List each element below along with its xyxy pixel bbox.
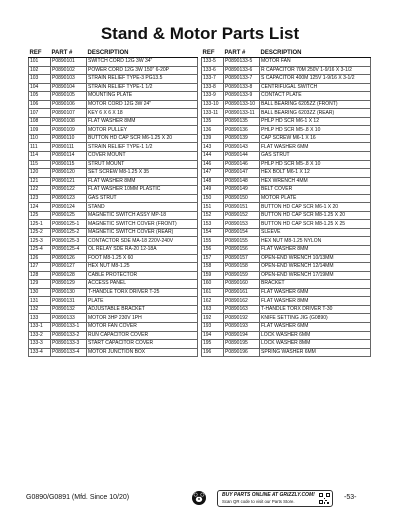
description-cell: STRUT MOUNT (87, 160, 198, 169)
description-cell: START CAPACITOR COVER (87, 340, 198, 349)
ref-cell: 133-9 (202, 92, 224, 101)
ref-cell: 120 (29, 169, 51, 178)
ref-cell: 115 (29, 160, 51, 169)
ref-cell: 108 (29, 117, 51, 126)
table-row (29, 100, 198, 109)
description-cell: STRAIN RELIEF TYPE-1 1/2 (87, 143, 198, 152)
ref-cell: 122 (29, 186, 51, 195)
page-footer (14, 489, 386, 509)
page-title: Stand & Motor Parts List (100, 24, 300, 43)
table-row (29, 169, 198, 178)
part-number-cell: P0890120 (51, 169, 87, 178)
ref-cell: 136 (202, 126, 224, 135)
part-number-cell: P0890131 (51, 297, 87, 306)
ref-cell: 111 (29, 143, 51, 152)
table-row (202, 254, 371, 263)
part-number-cell: P0890133-9 (224, 92, 260, 101)
description-cell: PHLP HD SCR M6-1 X 12 (260, 117, 371, 126)
description-cell: FLAT WASHER 8MM (260, 297, 371, 306)
part-number-cell: P0890123 (51, 194, 87, 203)
description-cell: CONTACTOR SDE MA-18 220V-240V (87, 237, 198, 246)
table-row (29, 66, 198, 75)
ref-cell: 107 (29, 109, 51, 118)
ref-cell: 155 (202, 237, 224, 246)
ref-header: REF (29, 48, 51, 58)
table-row (202, 271, 371, 280)
part-number-cell: P0890196 (224, 348, 260, 357)
ref-cell: 125 (29, 211, 51, 220)
description-cell: MOTOR PULLEY (87, 126, 198, 135)
description-cell: KNIFE SETTING JIG (G0890) (260, 314, 371, 323)
description-cell: FLAT WASHER 6MM (260, 322, 371, 331)
ref-cell: 157 (202, 254, 224, 263)
description-header: DESCRIPTION (260, 48, 371, 58)
table-row (29, 271, 198, 280)
description-cell: PHLP HD SCR M5-.8 X 10 (260, 160, 371, 169)
table-header-row (29, 48, 198, 58)
ref-cell: 195 (202, 340, 224, 349)
table-row (29, 152, 198, 161)
part-number-cell: P0890103 (51, 75, 87, 84)
description-cell: STRAIN RELIEF TYPE-1 1/2 (87, 83, 198, 92)
table-row (202, 152, 371, 161)
part-header: PART # (51, 48, 87, 58)
ref-cell: 133-1 (29, 322, 51, 331)
description-cell: HEX WRENCH 4MM (260, 177, 371, 186)
grizzly-bear-icon (192, 491, 206, 505)
ref-cell: 192 (202, 314, 224, 323)
part-number-cell: P0890135 (224, 117, 260, 126)
ref-cell: 152 (202, 211, 224, 220)
table-header-row (202, 48, 371, 58)
part-number-cell: P0890108 (51, 117, 87, 126)
part-number-cell: P0890133-7 (224, 75, 260, 84)
table-row (202, 237, 371, 246)
table-row (202, 126, 371, 135)
table-row (202, 66, 371, 75)
page-number: -53- (344, 494, 357, 501)
part-number-cell: P0890125-3 (51, 237, 87, 246)
part-number-cell: P0890121 (51, 177, 87, 186)
part-number-cell: P0890122 (51, 186, 87, 195)
part-number-cell: P0890133-2 (51, 331, 87, 340)
part-number-cell: P0890133-11 (224, 109, 260, 118)
ref-cell: 151 (202, 203, 224, 212)
description-cell: STAND (87, 203, 198, 212)
description-cell: MOTOR 3HP 230V 1PH (87, 314, 198, 323)
parts-table-left (28, 48, 198, 357)
description-cell: FLAT WASHER 8MM (87, 177, 198, 186)
description-cell: PHLP HD SCR M5-.8 X 10 (260, 126, 371, 135)
description-cell: BALL BEARING 6205ZZ (FRONT) (260, 100, 371, 109)
ref-cell: 144 (202, 152, 224, 161)
description-cell: BUTTON HD CAP SCR M6-1 X 20 (260, 203, 371, 212)
description-cell: CABLE PROTECTOR (87, 271, 198, 280)
table-row (29, 134, 198, 143)
ref-cell: 196 (202, 348, 224, 357)
ref-cell: 133-5 (202, 58, 224, 67)
part-number-cell: P0890195 (224, 340, 260, 349)
ref-cell: 133-6 (202, 66, 224, 75)
description-cell: OL RELAY SDE RA-20 12-18A (87, 246, 198, 255)
part-number-cell: P0890194 (224, 331, 260, 340)
description-cell: S CAPACITOR 400M 125V 1-9/16 X 3-1/2 (260, 75, 371, 84)
ref-cell: 133 (29, 314, 51, 323)
ref-cell: 130 (29, 288, 51, 297)
description-cell: SET SCREW M8-1.25 X 35 (87, 169, 198, 178)
description-cell: FLAT WASHER 8MM (87, 117, 198, 126)
description-cell: T-HANDLE TORX DRIVER T-25 (87, 288, 198, 297)
description-cell: POWER CORD 12G 3W 150" 6-20P (87, 66, 198, 75)
ref-cell: 133-7 (202, 75, 224, 84)
table-row (202, 58, 371, 67)
table-row (202, 220, 371, 229)
table-row (29, 322, 198, 331)
description-cell: COVER MOUNT (87, 152, 198, 161)
part-number-cell: P0890125 (51, 211, 87, 220)
table-row (29, 331, 198, 340)
ref-cell: 110 (29, 134, 51, 143)
table-row (202, 92, 371, 101)
description-cell: MAGNETIC SWITCH COVER (FRONT) (87, 220, 198, 229)
description-cell: MOTOR FAN (260, 58, 371, 67)
table-row (29, 254, 198, 263)
part-number-cell: P0890115 (51, 160, 87, 169)
table-row (202, 160, 371, 169)
table-row (29, 194, 198, 203)
description-cell: MOTOR CORD 12G 3W 24" (87, 100, 198, 109)
part-number-cell: P0890133-10 (224, 100, 260, 109)
ref-cell: 127 (29, 263, 51, 272)
part-number-cell: P0890154 (224, 228, 260, 237)
description-cell: SWITCH CORD 12G 3W 34" (87, 58, 198, 67)
ref-cell: 121 (29, 177, 51, 186)
description-cell: HEX BOLT M6-1 X 12 (260, 169, 371, 178)
description-cell: MOTOR PLATE (260, 194, 371, 203)
part-number-cell: P0890149 (224, 186, 260, 195)
description-cell: MOUNTING PLATE (87, 92, 198, 101)
part-number-cell: P0890157 (224, 254, 260, 263)
description-cell: FLAT WASHER 10MM PLASTIC (87, 186, 198, 195)
description-cell: ACCESS PANEL (87, 280, 198, 289)
table-row (29, 280, 198, 289)
table-row (29, 92, 198, 101)
description-cell: OPEN-END WRENCH 10/13MM (260, 254, 371, 263)
table-row (202, 340, 371, 349)
description-cell: CONTACT PLATE (260, 92, 371, 101)
description-cell: BRACKET (260, 280, 371, 289)
description-cell: LOCK WASHER 6MM (260, 331, 371, 340)
buy-parts-banner[interactable] (217, 490, 333, 507)
part-number-cell: P0890150 (224, 194, 260, 203)
description-cell: KEY 6 X 6 X 18 (87, 109, 198, 118)
table-row (202, 297, 371, 306)
ref-cell: 149 (202, 186, 224, 195)
table-row (202, 117, 371, 126)
table-row (202, 203, 371, 212)
part-number-cell: P0890133-6 (224, 66, 260, 75)
ref-cell: 133-3 (29, 340, 51, 349)
ref-cell: 159 (202, 271, 224, 280)
ref-header: REF (202, 48, 224, 58)
table-row (29, 305, 198, 314)
ref-cell: 123 (29, 194, 51, 203)
part-number-cell: P0890161 (224, 288, 260, 297)
table-row (202, 186, 371, 195)
ref-cell: 104 (29, 83, 51, 92)
ref-cell: 160 (202, 280, 224, 289)
table-row (29, 211, 198, 220)
part-number-cell: P0890156 (224, 246, 260, 255)
ref-cell: 133-11 (202, 109, 224, 118)
ref-cell: 193 (202, 322, 224, 331)
part-number-cell: P0890125-1 (51, 220, 87, 229)
part-number-cell: P0890146 (224, 160, 260, 169)
description-cell: MAGNETIC SWITCH COVER (REAR) (87, 228, 198, 237)
part-number-cell: P0890125-2 (51, 228, 87, 237)
description-cell: RUN CAPACITOR COVER (87, 331, 198, 340)
ref-cell: 146 (202, 160, 224, 169)
table-row (29, 348, 198, 357)
table-row (202, 263, 371, 272)
table-row (202, 83, 371, 92)
description-cell: ADJUSTABLE BRACKET (87, 305, 198, 314)
ref-cell: 102 (29, 66, 51, 75)
part-number-cell: P0890162 (224, 297, 260, 306)
part-number-cell: P0890105 (51, 92, 87, 101)
ref-cell: 147 (202, 169, 224, 178)
part-number-cell: P0890114 (51, 152, 87, 161)
table-row (29, 263, 198, 272)
part-number-cell: P0890144 (224, 152, 260, 161)
table-row (202, 143, 371, 152)
table-row (29, 83, 198, 92)
model-label: G0890/G0891 (Mfd. Since 10/20) (26, 494, 130, 501)
part-number-cell: P0890130 (51, 288, 87, 297)
ref-cell: 162 (202, 297, 224, 306)
buy-parts-text: BUY PARTS ONLINE AT GRIZZLY.COM! (222, 492, 315, 498)
table-row (202, 322, 371, 331)
description-cell: FLAT WASHER 6MM (260, 288, 371, 297)
table-row (29, 246, 198, 255)
table-row (29, 237, 198, 246)
ref-cell: 129 (29, 280, 51, 289)
description-cell: BALL BEARING 6203ZZ (REAR) (260, 109, 371, 118)
part-number-cell: P0890155 (224, 237, 260, 246)
part-number-cell: P0890159 (224, 271, 260, 280)
description-cell: PLATE (87, 297, 198, 306)
part-number-cell: P0890136 (224, 126, 260, 135)
description-cell: GAS STRUT (87, 194, 198, 203)
part-number-cell: P0890133-8 (224, 83, 260, 92)
ref-cell: 153 (202, 220, 224, 229)
part-number-cell: P0890133-4 (51, 348, 87, 357)
description-cell: STRAIN RELIEF TYPE-3 PG13.5 (87, 75, 198, 84)
description-cell: FOOT M8-1.25 X 60 (87, 254, 198, 263)
part-number-cell: P0890110 (51, 134, 87, 143)
table-row (29, 203, 198, 212)
table-row (202, 211, 371, 220)
table-row (29, 160, 198, 169)
part-number-cell: P0890153 (224, 220, 260, 229)
ref-cell: 163 (202, 305, 224, 314)
ref-cell: 161 (202, 288, 224, 297)
description-cell: MOTOR JUNCTION BOX (87, 348, 198, 357)
description-cell: LOCK WASHER 8MM (260, 340, 371, 349)
description-cell: MOTOR FAN COVER (87, 322, 198, 331)
ref-cell: 101 (29, 58, 51, 67)
table-row (202, 314, 371, 323)
part-number-cell: P0890125-4 (51, 246, 87, 255)
description-cell: FLAT WASHER 6MM (260, 143, 371, 152)
table-row (202, 348, 371, 357)
description-cell: MAGNETIC SWITCH ASSY MP-18 (87, 211, 198, 220)
parts-table-right (201, 48, 371, 357)
part-number-cell: P0890151 (224, 203, 260, 212)
part-number-cell: P0890128 (51, 271, 87, 280)
part-number-cell: P0890133-1 (51, 322, 87, 331)
part-number-cell: P0890133-3 (51, 340, 87, 349)
ref-cell: 143 (202, 143, 224, 152)
table-row (29, 109, 198, 118)
ref-cell: 148 (202, 177, 224, 186)
ref-cell: 139 (202, 134, 224, 143)
description-cell: HEX NUT M8-1.25 NYLON (260, 237, 371, 246)
part-number-cell: P0890107 (51, 109, 87, 118)
part-number-cell: P0890102 (51, 66, 87, 75)
table-row (29, 297, 198, 306)
ref-cell: 124 (29, 203, 51, 212)
table-row (29, 75, 198, 84)
table-row (202, 228, 371, 237)
ref-cell: 103 (29, 75, 51, 84)
ref-cell: 133-2 (29, 331, 51, 340)
ref-cell: 133-4 (29, 348, 51, 357)
description-cell: FLAT WASHER 8MM (260, 246, 371, 255)
part-number-cell: P0890139 (224, 134, 260, 143)
part-number-cell: P0890192 (224, 314, 260, 323)
table-row (202, 109, 371, 118)
table-row (29, 126, 198, 135)
description-cell: CENTRIFUGAL SWITCH (260, 83, 371, 92)
description-cell: CAP SCREW M6-1 X 16 (260, 134, 371, 143)
table-row (29, 186, 198, 195)
ref-cell: 125-4 (29, 246, 51, 255)
ref-cell: 114 (29, 152, 51, 161)
table-row (29, 314, 198, 323)
ref-cell: 150 (202, 194, 224, 203)
description-cell: GAS STRUT (260, 152, 371, 161)
part-number-cell: P0890132 (51, 305, 87, 314)
description-header: DESCRIPTION (87, 48, 198, 58)
part-number-cell: P0890129 (51, 280, 87, 289)
description-cell: BELT COVER (260, 186, 371, 195)
description-cell: T-HANDLE TORX DRIVER T-30 (260, 305, 371, 314)
table-row (202, 331, 371, 340)
table-row (202, 169, 371, 178)
description-cell: BUTTON HD CAP SCR M8-1.25 X 20 (260, 211, 371, 220)
part-number-cell: P0890160 (224, 280, 260, 289)
ref-cell: 154 (202, 228, 224, 237)
table-row (29, 117, 198, 126)
ref-cell: 125-3 (29, 237, 51, 246)
part-number-cell: P0890152 (224, 211, 260, 220)
part-number-cell: P0890158 (224, 263, 260, 272)
description-cell: OPEN-END WRENCH 17/19MM (260, 271, 371, 280)
part-number-cell: P0890148 (224, 177, 260, 186)
part-number-cell: P0890111 (51, 143, 87, 152)
part-number-cell: P0890127 (51, 263, 87, 272)
table-row (29, 58, 198, 67)
ref-cell: 194 (202, 331, 224, 340)
description-cell: R CAPACITOR 70M 250V 1-9/16 X 3-1/2 (260, 66, 371, 75)
ref-cell: 128 (29, 271, 51, 280)
table-row (29, 288, 198, 297)
ref-cell: 131 (29, 297, 51, 306)
qr-code-icon[interactable] (319, 493, 330, 504)
part-number-cell: P0890133 (51, 314, 87, 323)
table-row (202, 280, 371, 289)
table-row (202, 246, 371, 255)
table-row (202, 134, 371, 143)
ref-cell: 105 (29, 92, 51, 101)
table-row (29, 220, 198, 229)
ref-cell: 156 (202, 246, 224, 255)
ref-cell: 126 (29, 254, 51, 263)
table-row (202, 177, 371, 186)
part-number-cell: P0890133-5 (224, 58, 260, 67)
part-number-cell: P0890126 (51, 254, 87, 263)
part-number-cell: P0890147 (224, 169, 260, 178)
description-cell: BUTTON HD CAP SCR M8-1.25 X 25 (260, 220, 371, 229)
table-row (202, 75, 371, 84)
table-row (202, 194, 371, 203)
scan-qr-text: Scan QR code to visit our Parts Store. (222, 499, 295, 504)
part-number-cell: P0890104 (51, 83, 87, 92)
ref-cell: 125-2 (29, 228, 51, 237)
description-cell: SLEEVE (260, 228, 371, 237)
ref-cell: 106 (29, 100, 51, 109)
ref-cell: 133-10 (202, 100, 224, 109)
part-header: PART # (224, 48, 260, 58)
ref-cell: 135 (202, 117, 224, 126)
ref-cell: 132 (29, 305, 51, 314)
description-cell: BUTTON HD CAP SCR M6-1.25 X 20 (87, 134, 198, 143)
description-cell: HEX NUT M8-1.25 (87, 263, 198, 272)
ref-cell: 109 (29, 126, 51, 135)
part-number-cell: P0890143 (224, 143, 260, 152)
part-number-cell: P0890109 (51, 126, 87, 135)
part-number-cell: P0890193 (224, 322, 260, 331)
description-cell: SPRING WASHER 6MM (260, 348, 371, 357)
ref-cell: 125-1 (29, 220, 51, 229)
part-number-cell: P0890101 (51, 58, 87, 67)
table-row (29, 228, 198, 237)
table-row (202, 100, 371, 109)
table-row (202, 288, 371, 297)
part-number-cell: P0890106 (51, 100, 87, 109)
description-cell: OPEN-END WRENCH 12/14MM (260, 263, 371, 272)
ref-cell: 133-8 (202, 83, 224, 92)
part-number-cell: P0890124 (51, 203, 87, 212)
table-row (29, 340, 198, 349)
table-row (29, 177, 198, 186)
part-number-cell: P0890163 (224, 305, 260, 314)
table-row (202, 305, 371, 314)
ref-cell: 158 (202, 263, 224, 272)
table-row (29, 143, 198, 152)
